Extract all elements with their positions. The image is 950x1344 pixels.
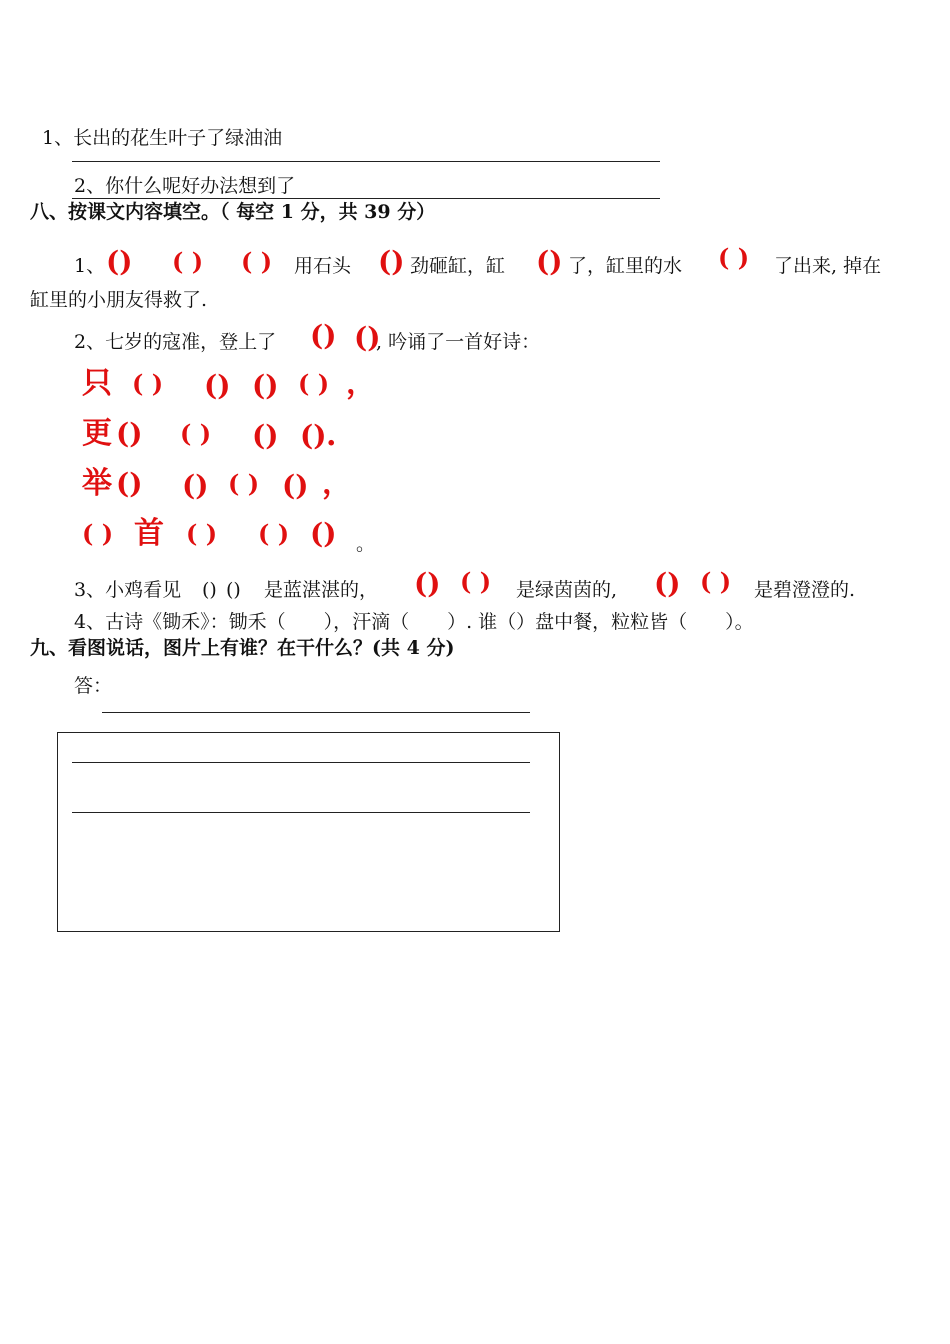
answer-paren: ( )	[132, 369, 164, 398]
poem-end: 。	[356, 533, 376, 555]
answer-paren: ()	[310, 319, 337, 352]
section-8-heading: 八、按课文内容填空。（ 每空 1 分，共 39 分）	[30, 201, 436, 223]
answer-paren: ( )	[241, 247, 273, 276]
answer-paren: ( )	[228, 469, 260, 498]
answer-paren: ()	[414, 567, 441, 600]
s4-text: 4、古诗《锄禾》：锄禾（ ），汗滴（ ）. 谁（）盘中餐，粒粒皆（ ）。	[74, 611, 754, 633]
small-paren: ()	[226, 579, 241, 601]
answer-paren: ( )	[180, 419, 212, 448]
answer-paren: ( )	[700, 567, 732, 596]
answer-paren: ()	[282, 469, 309, 502]
answer-paren: ( )	[82, 519, 114, 548]
s1-text-1: 用石头	[294, 255, 352, 277]
poem-char: 更	[82, 416, 112, 451]
poem-char: 举	[82, 466, 112, 501]
s1-text-3: 了，缸里的水	[568, 255, 683, 277]
answer-paren: ( )	[258, 519, 290, 548]
small-paren: ()	[202, 579, 217, 601]
poem-char: 只	[82, 366, 112, 401]
answer-paren: ()	[310, 517, 337, 550]
s1-text-2: 劲砸缸，缸	[410, 255, 506, 277]
answer-paren: ()	[116, 417, 143, 450]
s2-prefix: 2、七岁的寇准，登上了	[74, 331, 277, 353]
poem-punct: ，	[322, 466, 352, 501]
answer-paren: ()	[252, 369, 279, 402]
answer-paren: ()	[116, 467, 143, 500]
s3-text-3: 是碧澄澄的.	[754, 579, 856, 601]
answer-paren: ( )	[718, 243, 750, 272]
answer-paren: ()	[182, 469, 209, 502]
answer-paren: ( )	[186, 519, 218, 548]
poem-punct: ，	[346, 366, 376, 401]
poem-punct: .	[326, 418, 337, 453]
answer-paren: ()	[654, 567, 681, 600]
answer-line	[72, 198, 660, 199]
s1-line-2: 缸里的小朋友得救了.	[30, 289, 208, 311]
s1-prefix: 1、	[74, 255, 106, 277]
answer-line	[102, 712, 530, 713]
answer-line	[72, 762, 530, 763]
s3-prefix: 3、小鸡看见	[74, 579, 182, 601]
answer-paren: ( )	[460, 567, 492, 596]
q7-item-2: 2、你什么呢好办法想到了	[74, 175, 296, 197]
s1-text-4: 了出来, 掉在	[774, 255, 882, 277]
answer-paren: ()	[536, 245, 563, 278]
q7-item-1: 1、长出的花生叶子了绿油油	[42, 127, 283, 149]
answer-paren: ()	[252, 419, 279, 452]
answer-paren: ()	[354, 321, 381, 354]
answer-paren: ( )	[298, 369, 330, 398]
answer-paren: ()	[300, 419, 327, 452]
answer-paren: ()	[378, 245, 405, 278]
answer-label: 答：	[74, 675, 113, 697]
section-9-heading: 九、看图说话，图片上有谁？在干什么？(共 4 分)	[30, 637, 455, 659]
answer-paren: ()	[204, 369, 231, 402]
answer-line	[72, 161, 660, 162]
s2-suffix: , 吟诵了一首好诗：	[376, 331, 541, 353]
answer-paren: ()	[106, 245, 133, 278]
answer-line	[72, 812, 530, 813]
answer-paren: ( )	[172, 247, 204, 276]
poem-char: 首	[134, 516, 164, 551]
s3-text-1: 是蓝湛湛的，	[264, 579, 379, 601]
s3-text-2: 是绿茵茵的,	[516, 579, 618, 601]
